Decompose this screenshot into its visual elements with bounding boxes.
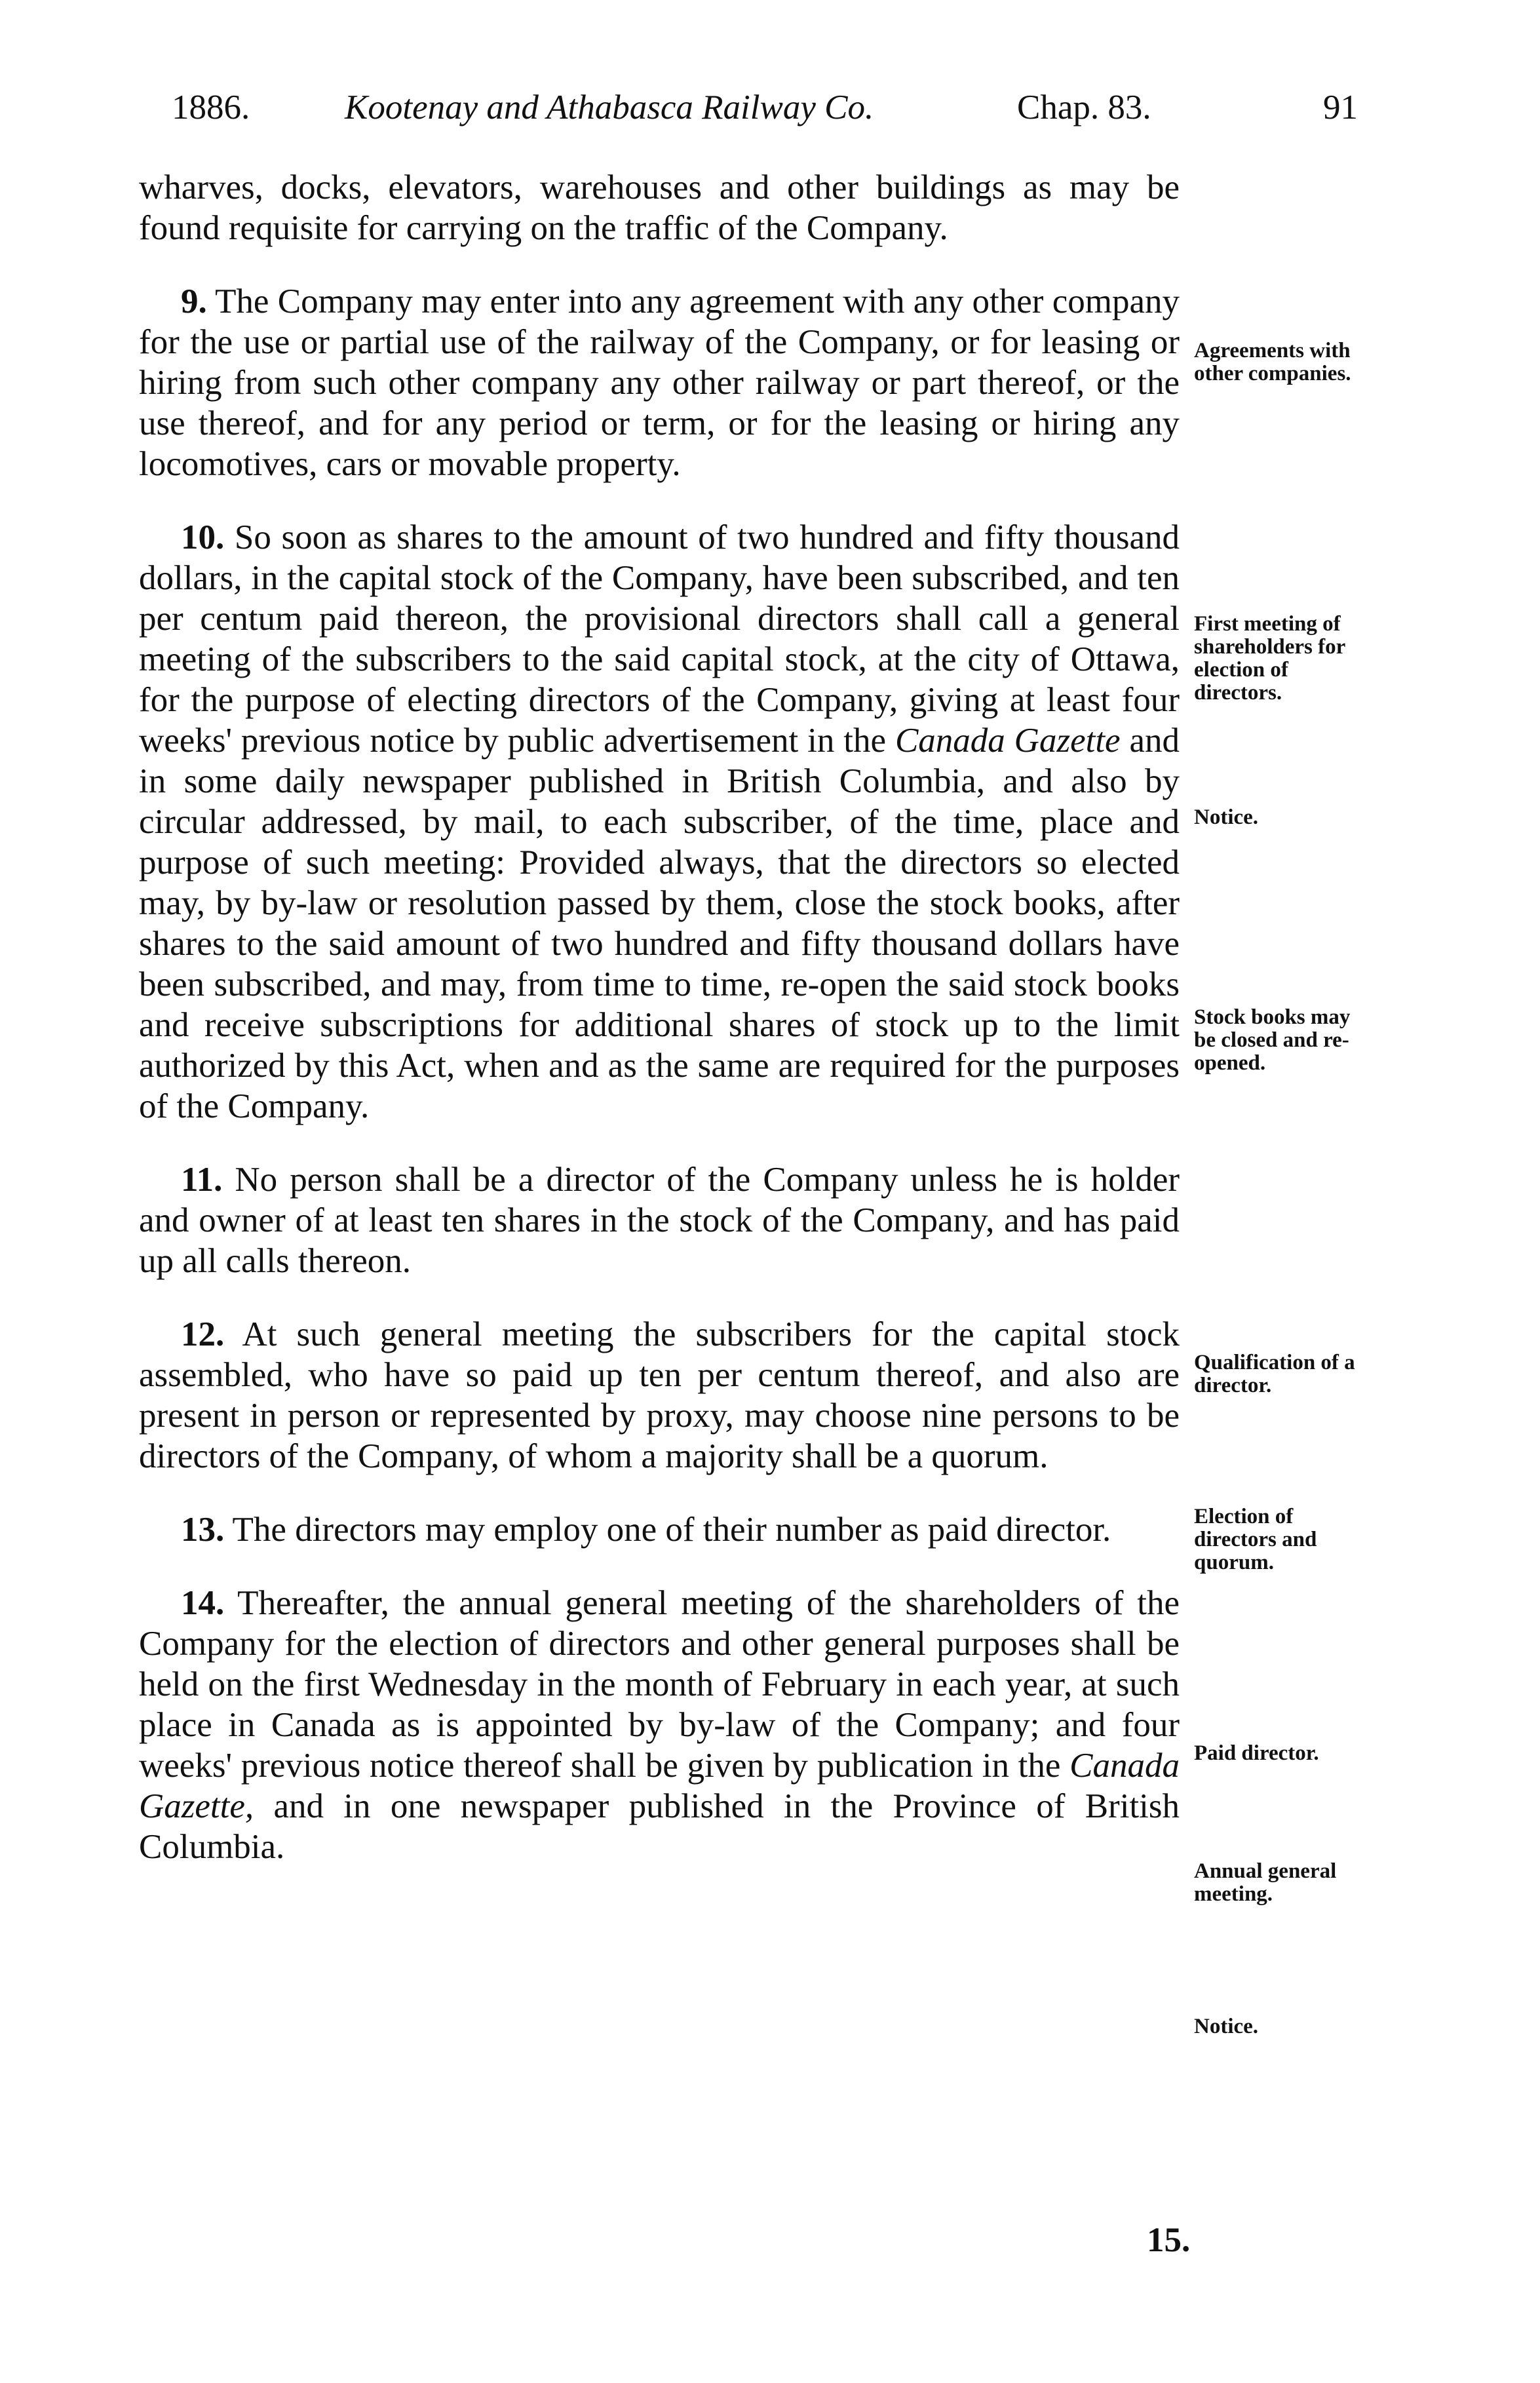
margin-note-first-meeting: First meeting of shareholders for election of directors. <box>1194 612 1345 705</box>
margin-note-notice-annual: Notice. <box>1194 2015 1259 2038</box>
section-text: Thereafter, the annual general meeting of the shareholders of the Company for the election of directors and other general purposes shall be held on the first Wednesday in the month of February in each year, at such place in Canada as is appointed by by-law of the Company; and four weeks' previous notice thereof shall be given by publication in the <box>139 1584 1180 1785</box>
section-12 <box>139 1314 1180 1477</box>
header-year: 1886. <box>172 88 250 126</box>
margin-note-election: Election of directors and quorum. <box>1194 1505 1317 1574</box>
section-number: 12. <box>181 1315 225 1353</box>
margin-note-agreements: Agreements with other companies. <box>1194 339 1351 385</box>
margin-note-paid-director: Paid director. <box>1194 1741 1319 1765</box>
section-13 <box>139 1509 1180 1550</box>
paragraph-continuation <box>139 167 1180 248</box>
section-text: No person shall be a director of the Company unless he is holder and owner of at least ten shares in the stock of the Company, and has paid up all calls thereon. <box>139 1161 1180 1280</box>
section-text: The directors may employ one of their number as paid director. <box>232 1511 1111 1549</box>
header-chapter: Chap. 83. <box>1017 88 1151 126</box>
section-10 <box>139 517 1180 1127</box>
section-text-continued: and in one newspaper published in the Province of British Columbia. <box>139 1787 1180 1866</box>
section-14 <box>139 1583 1180 1867</box>
section-text: The Company may enter into any agreement with any other company for the use or partial use of the railway of the Company, or for leasing or hiring from such other company any other railway or part thereof, or the use thereof, and for any period or term, or for the leasing or hiring any locomotives, cars or movable property. <box>139 282 1180 483</box>
section-text-continued: and in some daily newspaper published in British Columbia, and also by circular addressed, by mail, to each subscriber, of the time, place and purpose of such meeting: Provided always, that the directors so elected may, by by-law or resolution passed by them, close the stock books, after shares to the said amount of two hundred and fifty thousand dollars have been subscribed, and may, from time to time, re-open the said stock books and receive subscriptions for additional shares of stock up to the limit authorized by this Act, when and as the same are required for the purposes of the Company. <box>139 722 1180 1125</box>
paragraph-text: wharves, docks, elevators, warehouses and other buildings as may be found requisite for carrying on the traffic of the Company. <box>139 168 1180 247</box>
document-body <box>139 167 1180 1867</box>
gazette-title: Canada Gazette, <box>139 1747 1180 1825</box>
margin-note-annual-meeting: Annual general meeting. <box>1194 1859 1337 1906</box>
margin-note-notice: Notice. <box>1194 805 1259 829</box>
section-number: 11. <box>181 1161 223 1199</box>
section-number: 14. <box>181 1584 225 1622</box>
margin-note-qualification: Qualification of a director. <box>1194 1351 1355 1397</box>
section-text: At such general meeting the subscribers for the capital stock assembled, who have so paid up ten per centum thereof, and also are present in person or represented by proxy, may choose nine persons to be directors of the Company, of whom a majority shall be a quorum. <box>139 1315 1180 1475</box>
section-number: 13. <box>181 1511 225 1549</box>
section-text: So soon as shares to the amount of two hundred and fifty thousand dollars, in the capital stock of the Company, have been subscribed, and ten per centum paid thereon, the provisional directors shall call a general meeting of the subscribers to the said capital stock, at the city of Ottawa, for the purpose of electing directors of the Company, giving at least four weeks' previous notice by public advertisement in the <box>139 518 1180 760</box>
catchword: 15. <box>1147 2221 1191 2259</box>
section-number: 10. <box>181 518 225 556</box>
section-9 <box>139 281 1180 484</box>
page-number: 91 <box>1323 88 1358 126</box>
margin-note-stock-books: Stock books may be closed and re-opened. <box>1194 1005 1351 1075</box>
gazette-title: Canada Gazette <box>895 722 1121 760</box>
section-11 <box>139 1159 1180 1281</box>
section-number: 9. <box>181 282 207 320</box>
header-title: Kootenay and Athabasca Railway Co. <box>345 88 874 126</box>
